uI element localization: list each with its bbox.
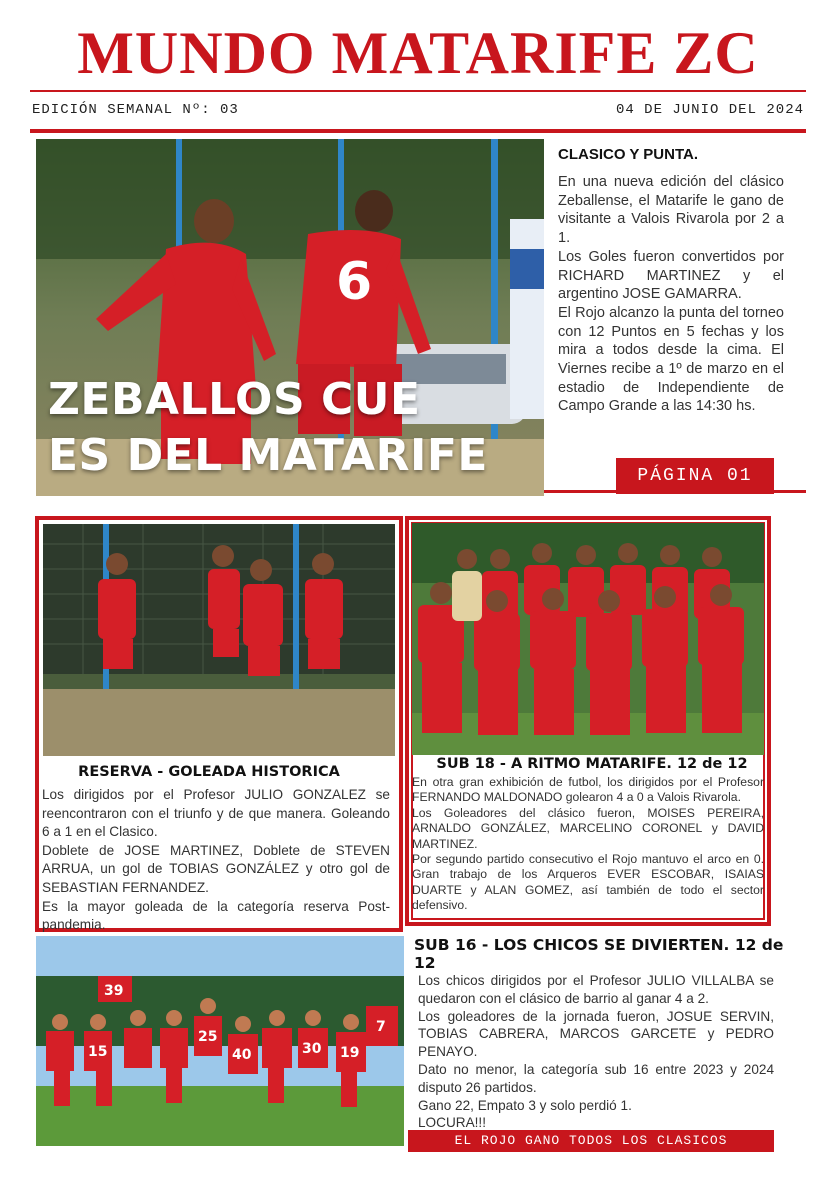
sub18-p2: Los Goleadores del clásico fueron, MOISES PEREIRA, ARNALDO GONZÁLEZ, MARCELINO CORONEL y DAVID MARTINEZ. [412,805,764,851]
main-story-p2: Los Goles fueron convertidos por RICHARD MARTINEZ y el argentino JOSE GAMARRA. [558,248,784,303]
sub16-p5: LOCURA!!! [418,1115,486,1131]
sub16-shirt-7: 7 [376,1019,386,1035]
sub16-p4: Gano 22, Empato 3 y solo perdió 1. [418,1097,632,1113]
masthead-rule [30,90,806,92]
reserva-p3: Es la mayor goleada de la categoría reserva Post-pandemia. [42,898,390,933]
reserva-body [42,786,390,935]
sub16-shirt-2: 15 [88,1044,108,1060]
sub18-p3: Por segundo partido consecutivo el Rojo mantuvo el arco en 0. Gran trabajo de los Arqueros EVER ESCOBAR, ISAIAS DUARTE y ALAN GOMEZ, así también de todo el sector defensivo. [412,852,764,913]
main-story [558,146,784,416]
hero-headline-line2: ES DEL MATARIFE [48,430,488,481]
sub16-p3: Dato no menor, la categoría sub 16 entre 2023 y 2024 disputo 26 partidos. [418,1061,774,1095]
sub16-shirt-5: 30 [302,1041,322,1057]
reserva-photo [43,524,395,756]
sub16-body [418,972,774,1132]
sub18-body [412,775,764,914]
hero-headline-line1: ZEBALLOS CUE [48,374,421,425]
reserva-p2: Doblete de JOSE MARTINEZ, Doblete de STEVEN ARRUA, un gol de TOBIAS GONZÁLEZ y otro gol de SEBASTIAN FERNANDEZ. [42,842,390,895]
sub18-photo [412,523,764,755]
reserva-p1: Los dirigidos por el Profesor JULIO GONZALEZ se reencontraron con el triunfo y de que manera. Goleando 6 a 1 en el Clasico. [42,787,390,840]
edition-number: EDICIÓN SEMANAL Nº: 03 [32,102,239,118]
hero-headline [48,372,528,484]
sub16-title: SUB 16 - LOS CHICOS SE DIVIERTEN. 12 de 12 [414,936,784,972]
sub16-p2: Los goleadores de la jornada fueron, JOSUE SERVIN, TOBIAS CABRERA, MARCOS GARCETE y PEDRO PENAYO. [418,1008,774,1060]
sub16-p1: Los chicos dirigidos por el Profesor JULIO VILLALBA se quedaron con el clásico de barrio al ganar 4 a 2. [418,973,774,1006]
masthead-title: MUNDO MATARIFE ZC [77,20,759,86]
sub16-shirt-6: 19 [340,1045,360,1061]
sub18-title: SUB 18 - A RITMO MATARIFE. 12 de 12 [436,756,748,772]
sub16-photo [36,936,404,1146]
hero-jersey-number: 6 [336,252,373,312]
edition-date: 04 DE JUNIO DEL 2024 [615,102,804,118]
main-story-p3: El Rojo alcanzo la punta del torneo con 12 Puntos en 5 fechas y los mira a todos desde la cima. El Viernes recibe a 1º de marzo en el estadio de Independiente de Campo Grande a las 14:30 hs. [558,304,784,415]
sub16-shirt-3: 25 [198,1029,218,1045]
sub18-p1: En otra gran exhibición de futbol, los dirigidos por el Profesor FERNANDO MALDONADO golearon 4 a 0 a Valois Rivarola. [412,775,764,805]
main-story-title: CLASICO Y PUNTA. [558,146,699,163]
sub16-banner: EL ROJO GANO TODOS LOS CLASICOS [408,1130,774,1152]
main-story-p1: En una nueva edición del clásico Zeballense, el Matarife le gano de visitante a Valois Rivarola por 2 a 1. [558,174,784,247]
page-number-label: PÁGINA 01 [616,458,774,494]
edition-bar [30,100,806,122]
edition-rule [30,129,806,133]
sub16-shirt-4: 40 [232,1047,252,1063]
reserva-title: RESERVA - GOLEADA HISTORICA [78,764,340,780]
sub16-shirt-1: 39 [104,983,124,999]
